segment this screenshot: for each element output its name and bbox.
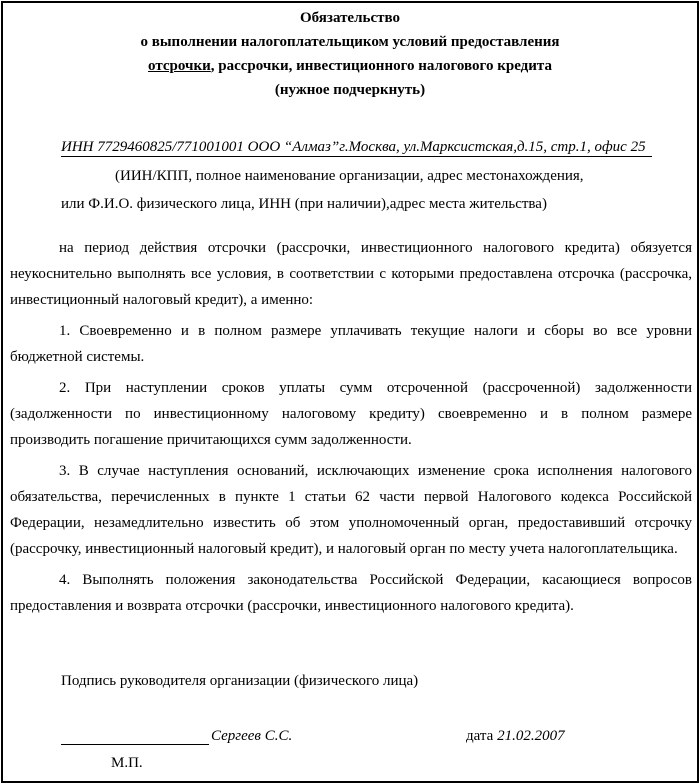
title-line-3 [3,54,697,78]
body-item-2: 2. При наступлении сроков уплаты сумм отсроченной (рассроченной) задолженности (задолженности по инвестиционному налоговому кредиту) своевременно и в полном размере производить погашение причитающихся сумм задолженности. [10,380,692,448]
signature-line [61,728,209,745]
title-underlined-option: отсрочки [148,58,211,74]
taxpayer-filled-line: ИНН 7729460825/771001001 ООО “Алмаз”г.Москва, ул.Марксистская,д.15, стр.1, офис 25 [61,139,652,157]
body-item-1: 1. Своевременно и в полном размере уплачивать текущие налоги и сборы во все уровни бюджетной системы. [10,323,692,365]
taxpayer-caption-1: (ИИН/КПП, полное наименование организации, адрес местонахождения, [115,168,584,184]
body-item-4: 4. Выполнять положения законодательства Российской Федерации, касающиеся вопросов предоставления и возврата отсрочки (рассрочки, инвестиционного налогового кредита). [10,572,692,614]
title-line-2: о выполнении налогоплательщиком условий предоставления [140,34,560,50]
taxpayer-caption-2: или Ф.И.О. физического лица, ИНН (при наличии),адрес места жительства) [61,196,547,212]
signature-label: Подпись руководителя организации (физического лица) [61,673,419,689]
document-title [3,6,697,102]
date-label: дата [466,728,494,744]
obligation-body [10,235,692,624]
stamp-place: М.П. [111,755,143,771]
signatory-name: Сергеев С.С. [211,728,293,744]
body-intro: на период действия отсрочки (рассрочки, инвестиционного налогового кредита) обязуется неукоснительно выполнять все условия, в соответствии с которыми предоставлена отсрочка (рассрочка, инвестиционный налоговый кредит), а именно: [10,240,692,308]
title-line-4: (нужное подчеркнуть) [274,82,426,98]
date-block [466,728,565,745]
title-line-1: Обязательство [300,10,400,26]
body-item-3: 3. В случае наступления оснований, исключающих изменение срока исполнения налогового обязательства, перечисленных в пункте 1 статьи 62 части первой Налогового кодекса Российской Федерации, незамедлительно известить об этом уполномоченный орган, предоставивший отсрочку (рассрочку, инвестиционный налоговый кредит), и налоговый орган по месту учета налогоплательщика. [10,463,692,557]
date-value: 21.02.2007 [497,728,565,744]
document-frame [1,1,699,783]
title-line-3-rest: , рассрочки, инвестиционного налогового кредита [210,58,552,74]
